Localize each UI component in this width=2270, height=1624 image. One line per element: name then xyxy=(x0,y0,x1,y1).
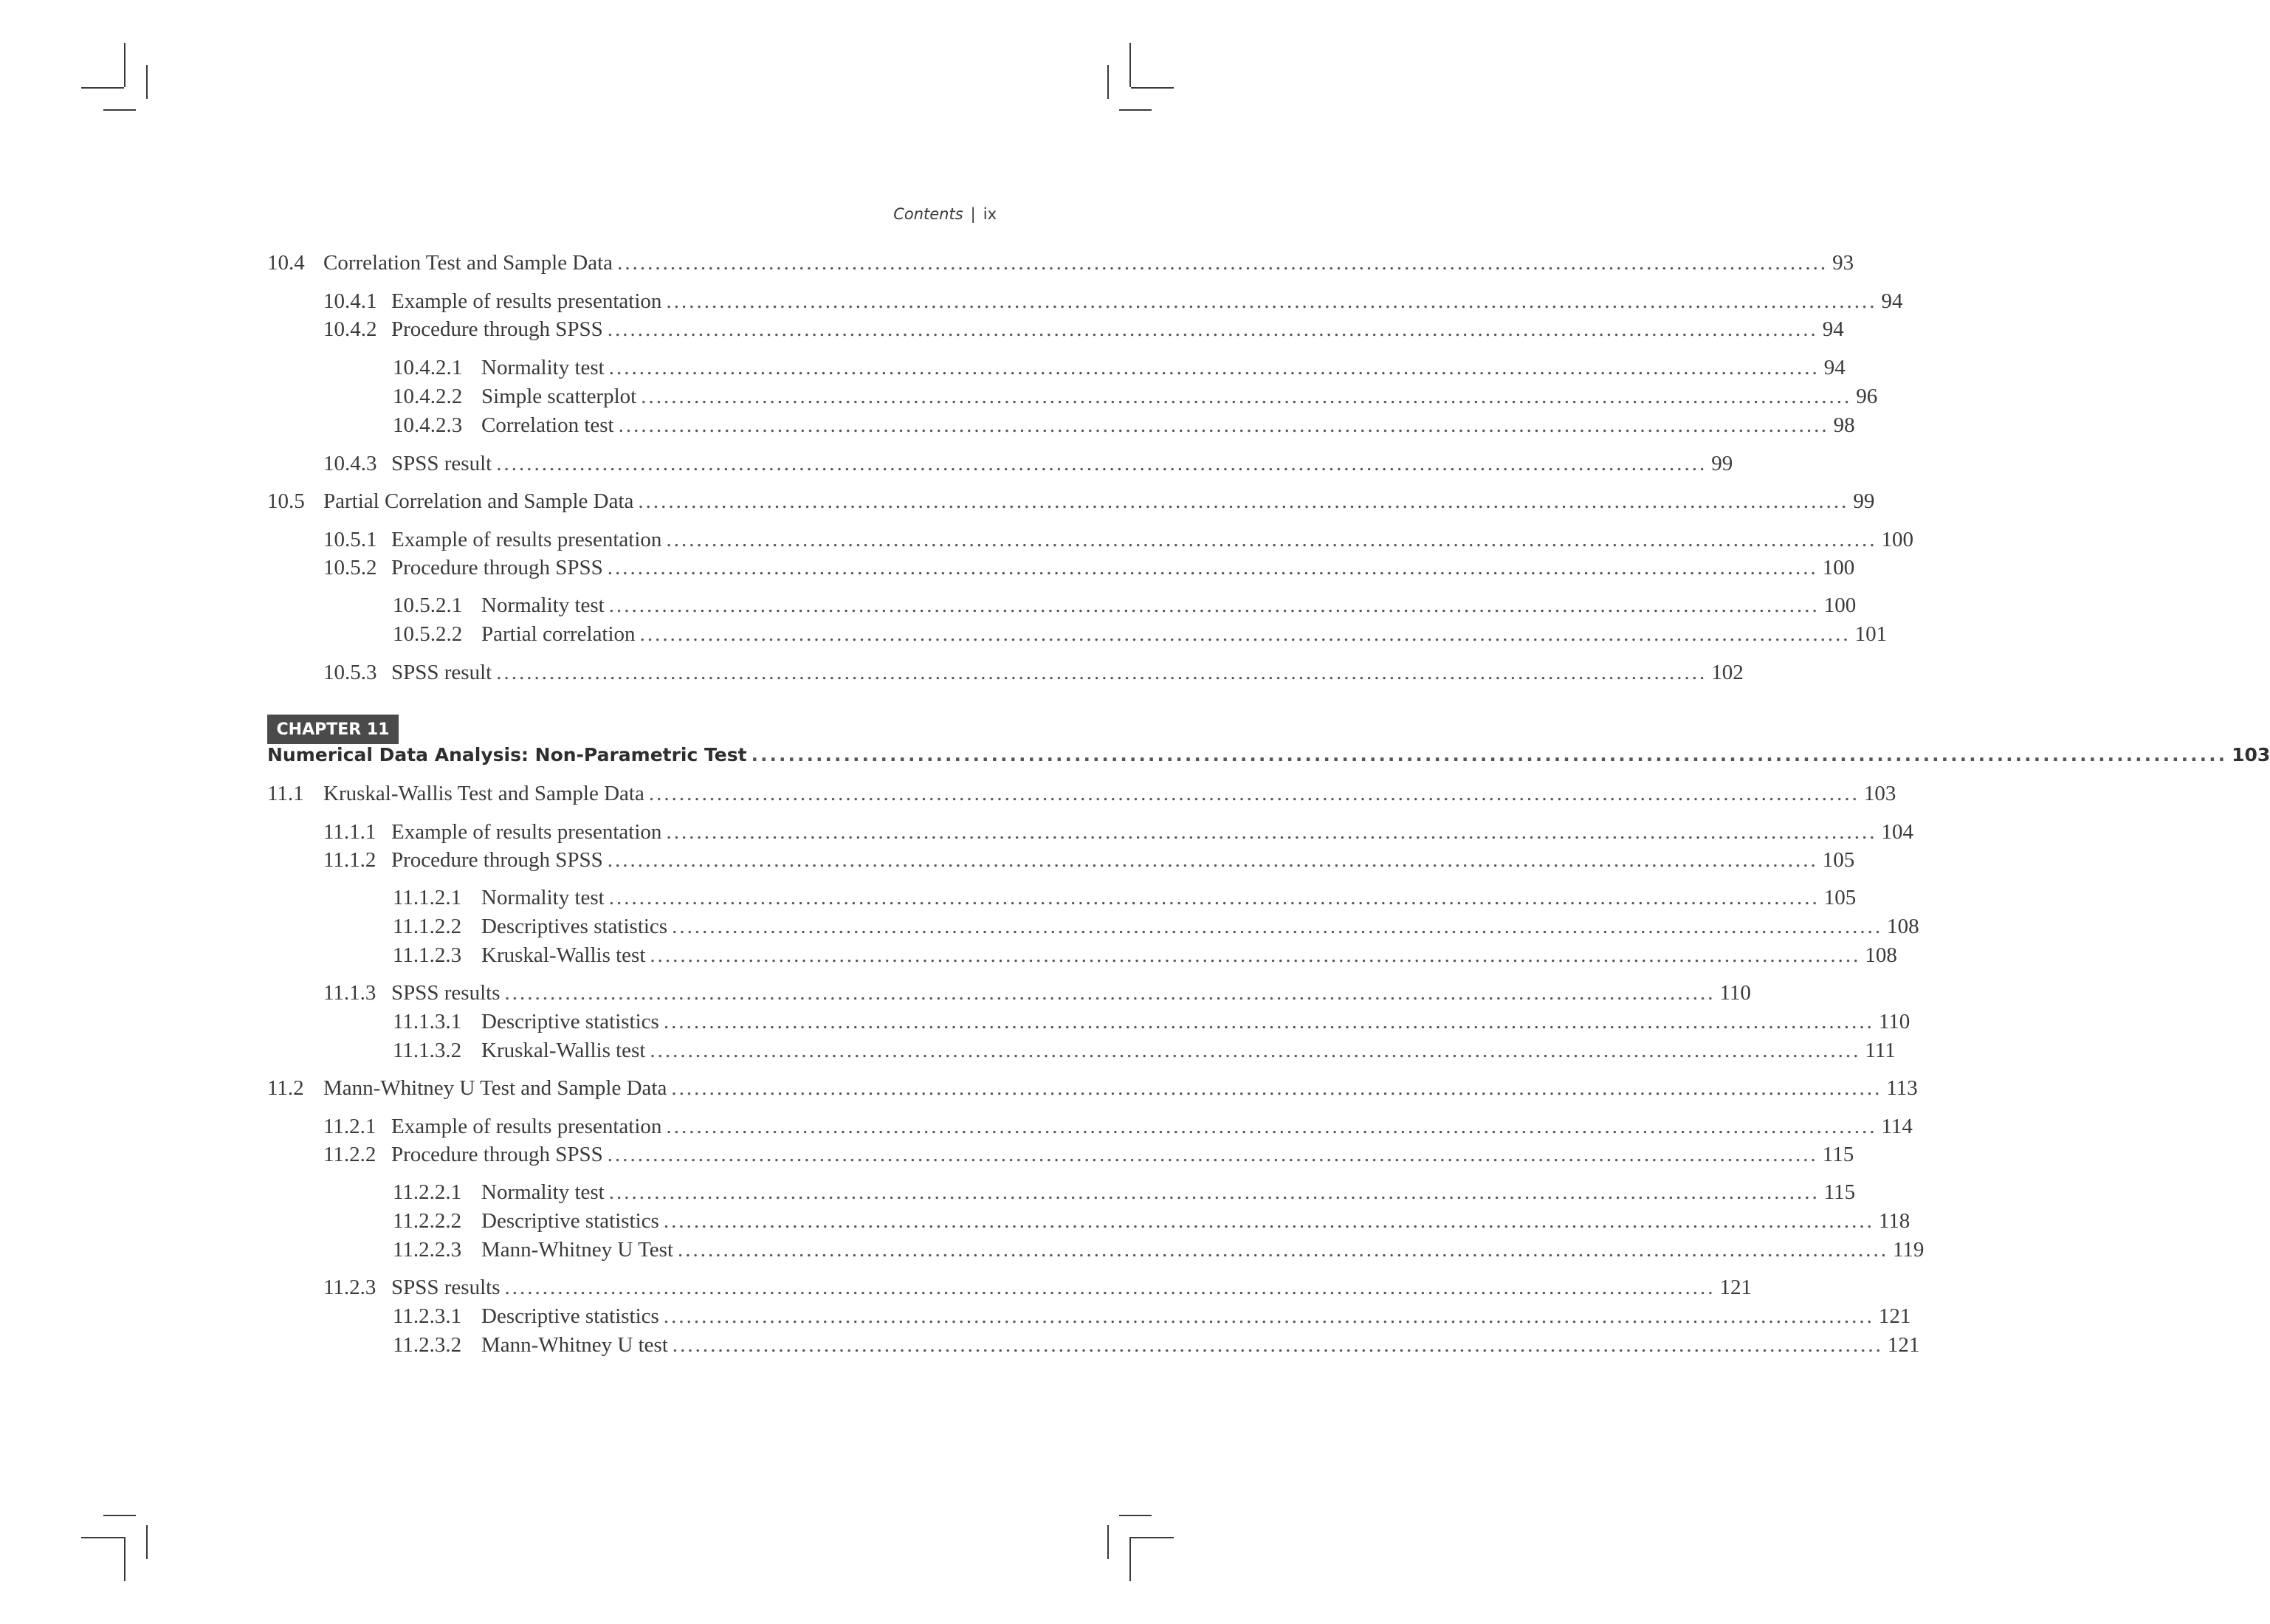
toc-entry-number: 11.1.2.3 xyxy=(393,943,462,967)
toc-entry-number: 10.5.1 xyxy=(323,528,377,551)
toc-entry-number: 11.1.2 xyxy=(323,848,376,872)
toc-entry-number: 10.4.1 xyxy=(323,289,377,313)
toc-chapter-entry[interactable] xyxy=(267,744,2270,775)
toc-entry-number: 10.4.2.2 xyxy=(393,385,463,408)
toc-entry[interactable] xyxy=(393,356,1846,385)
toc-entry[interactable] xyxy=(393,413,1855,443)
dot-leader: ................................................................................................................................................................ xyxy=(672,915,1883,938)
toc-entry-page: 100 xyxy=(1823,593,1857,617)
crop-mark xyxy=(103,109,136,111)
toc-entry[interactable] xyxy=(323,1276,1752,1305)
chapter-badge: CHAPTER 11 xyxy=(267,715,399,744)
toc-entry-page: 119 xyxy=(1893,1238,1925,1262)
dot-leader: ................................................................................................................................................................ xyxy=(663,1304,1874,1328)
dot-leader: ................................................................................................................................................................ xyxy=(618,413,1829,437)
toc-entry-title: Example of results presentation xyxy=(391,528,662,551)
toc-entry-number: 10.4.2 xyxy=(323,317,377,341)
crop-mark xyxy=(1119,1515,1152,1516)
toc-entry-page: 94 xyxy=(1881,289,1903,313)
toc-entry[interactable] xyxy=(393,1209,1910,1239)
running-head-label: Contents xyxy=(893,205,963,223)
toc-entry-page: 121 xyxy=(1878,1304,1911,1328)
toc-entry-page: 110 xyxy=(1719,981,1751,1005)
toc-entry-number: 11.2.3.2 xyxy=(393,1333,462,1357)
dot-leader: ................................................................................................................................................................ xyxy=(608,1180,1820,1204)
crop-mark xyxy=(1107,65,1109,99)
toc-entry-title: SPSS results xyxy=(391,981,501,1005)
dot-leader: ................................................................................................................................................................ xyxy=(496,661,1707,684)
toc-entry[interactable] xyxy=(393,886,1857,915)
toc-entry-page: 108 xyxy=(1865,943,1897,967)
crop-mark xyxy=(1129,1537,1131,1581)
toc-entry[interactable] xyxy=(323,1143,1854,1172)
toc-entry-number: 11.2.3 xyxy=(323,1276,376,1299)
toc-entry-title: Procedure through SPSS xyxy=(391,556,603,579)
crop-mark xyxy=(124,43,125,87)
toc-entry-number: 10.4.3 xyxy=(323,452,377,475)
toc-entry-title: Kruskal-Wallis test xyxy=(481,1039,646,1062)
toc-entry-page: 94 xyxy=(1823,356,1846,379)
toc-entry[interactable] xyxy=(323,848,1855,878)
dot-leader: ................................................................................................................................................................ xyxy=(663,1010,1874,1033)
toc-entry-title: SPSS result xyxy=(391,661,492,684)
toc-entry-page: 108 xyxy=(1887,915,1919,938)
toc-entry-page: 114 xyxy=(1881,1115,1913,1138)
toc-entry-page: 105 xyxy=(1822,848,1855,872)
toc-entry-number: 11.2.2.1 xyxy=(393,1180,462,1204)
toc-entry-number: 10.4.2.1 xyxy=(393,356,463,379)
toc-entry[interactable] xyxy=(393,622,1888,652)
toc-entry-title: Example of results presentation xyxy=(391,820,662,844)
dot-leader: ................................................................................................................................................................ xyxy=(607,848,1818,872)
dot-leader: ................................................................................................................................................................ xyxy=(607,556,1818,579)
toc-chapter-page: 103 xyxy=(2232,744,2270,765)
toc-entry-page: 102 xyxy=(1711,661,1744,684)
toc-entry-page: 93 xyxy=(1832,251,1854,275)
toc-entry[interactable] xyxy=(393,943,1897,973)
toc-entry-page: 110 xyxy=(1878,1010,1910,1033)
toc-entry[interactable] xyxy=(393,1238,1925,1267)
toc-entry-number: 10.5.2.2 xyxy=(393,622,463,646)
dot-leader: ................................................................................................................................................................ xyxy=(608,886,1820,909)
toc-entry-title: Mann-Whitney U test xyxy=(481,1333,668,1357)
toc-entry-page: 99 xyxy=(1711,452,1733,475)
toc-entry[interactable] xyxy=(323,556,1855,585)
toc-entry-page: 113 xyxy=(1886,1076,1918,1100)
toc-entry-title: SPSS result xyxy=(391,452,492,475)
toc-entry-title: Procedure through SPSS xyxy=(391,848,603,872)
toc-entry-number: 10.5.2 xyxy=(323,556,377,579)
crop-mark xyxy=(81,1537,124,1538)
toc-entry[interactable] xyxy=(323,289,1903,319)
dot-leader: ................................................................................................................................................................ xyxy=(648,782,1860,805)
dot-leader: ................................................................................................................................................................ xyxy=(666,1115,1877,1138)
toc-entry-number: 11.2.2 xyxy=(323,1143,376,1166)
toc-entry[interactable] xyxy=(393,385,1878,414)
toc-entry-number: 10.5 xyxy=(267,489,305,513)
toc-entry-title: Correlation Test and Sample Data xyxy=(323,251,613,275)
toc-entry-number: 11.2.2.3 xyxy=(393,1238,462,1262)
toc-entry-title: Procedure through SPSS xyxy=(391,317,603,341)
dot-leader: ................................................................................................................................................................ xyxy=(641,385,1852,408)
crop-mark xyxy=(1129,43,1131,87)
toc-entry-title: Normality test xyxy=(481,886,605,909)
dot-leader: ................................................................................................................................................................ xyxy=(666,528,1877,551)
dot-leader: ................................................................................................................................................................ xyxy=(638,489,1849,513)
toc-entry-title: Example of results presentation xyxy=(391,1115,662,1138)
toc-entry[interactable] xyxy=(267,251,1854,281)
toc-entry[interactable] xyxy=(323,452,1733,481)
dot-leader: ................................................................................................................................................................ xyxy=(672,1333,1883,1357)
crop-mark xyxy=(1107,1525,1109,1559)
toc-entry-title: Descriptive statistics xyxy=(481,1010,659,1033)
running-head xyxy=(893,205,997,223)
crop-mark xyxy=(124,1537,125,1581)
toc-entry-title: Example of results presentation xyxy=(391,289,662,313)
dot-leader: ................................................................................................................................................................ xyxy=(639,622,1851,646)
toc-entry-number: 11.2.1 xyxy=(323,1115,376,1138)
toc-entry-number: 10.4 xyxy=(267,251,305,275)
toc-entry-title: Correlation test xyxy=(481,413,614,437)
toc-entry-page: 121 xyxy=(1719,1276,1752,1299)
crop-mark xyxy=(146,65,148,99)
dot-leader: ................................................................................................................................................................ xyxy=(671,1076,1882,1100)
toc-entry-page: 104 xyxy=(1881,820,1913,844)
toc-entry-page: 96 xyxy=(1856,385,1878,408)
toc-entry[interactable] xyxy=(393,593,1857,623)
running-head-separator: | xyxy=(970,205,976,223)
dot-leader: ................................................................................................................................................................ xyxy=(663,1209,1874,1233)
toc-entry-number: 11.1.3.1 xyxy=(393,1010,462,1033)
toc-entry-title: Descriptive statistics xyxy=(481,1304,659,1328)
toc-entry-number: 11.1.1 xyxy=(323,820,376,844)
toc-entry-title: Mann-Whitney U Test and Sample Data xyxy=(323,1076,667,1100)
toc-entry-title: Normality test xyxy=(481,356,605,379)
toc-entry-title: Partial correlation xyxy=(481,622,636,646)
crop-mark xyxy=(103,1515,136,1516)
toc-entry[interactable] xyxy=(267,489,1875,519)
dot-leader: ................................................................................................................................................................ xyxy=(608,593,1820,617)
toc-entry-number: 10.5.2.1 xyxy=(393,593,463,617)
dot-leader: ................................................................................................................................................................ xyxy=(650,1039,1861,1062)
toc-entry-number: 11.1.2.2 xyxy=(393,915,462,938)
crop-mark xyxy=(1119,109,1152,111)
toc-entry-page: 105 xyxy=(1823,886,1857,909)
crop-mark xyxy=(81,87,124,89)
dot-leader: ................................................................................................................................................................ xyxy=(607,317,1818,341)
running-head-page-number: ix xyxy=(983,205,997,223)
toc-entry[interactable] xyxy=(323,1115,1913,1144)
toc-entry[interactable] xyxy=(323,528,1913,557)
toc-entry-title: Kruskal-Wallis test xyxy=(481,943,646,967)
toc-entry-title: Partial Correlation and Sample Data xyxy=(323,489,634,513)
toc-entry[interactable] xyxy=(323,820,1913,850)
dot-leader: ................................................................................................................................................................ xyxy=(617,251,1829,275)
crop-mark xyxy=(1131,87,1174,89)
toc-entry-number: 11.1 xyxy=(267,782,304,805)
toc-entry-title: Descriptive statistics xyxy=(481,1209,659,1233)
toc-entry[interactable] xyxy=(393,1039,1896,1068)
dot-leader: ................................................................................................................................................................ xyxy=(496,452,1707,475)
toc-entry-title: Normality test xyxy=(481,1180,605,1204)
toc-entry[interactable] xyxy=(393,1304,1911,1334)
dot-leader: ................................................................................................................................................................ xyxy=(666,820,1877,844)
toc-entry-title: Procedure through SPSS xyxy=(391,1143,603,1166)
dot-leader: ................................................................................................................................................................ xyxy=(650,943,1861,967)
dot-leader: ................................................................................................................................................................ xyxy=(608,356,1820,379)
toc-entry-page: 115 xyxy=(1823,1180,1856,1204)
toc-entry-number: 11.1.2.1 xyxy=(393,886,462,909)
toc-entry[interactable] xyxy=(393,1333,1920,1363)
dot-leader: ................................................................................................................................................................ xyxy=(504,1276,1716,1299)
toc-entry-number: 10.4.2.3 xyxy=(393,413,463,437)
crop-mark xyxy=(1131,1537,1174,1538)
toc-entry[interactable] xyxy=(323,661,1744,690)
toc-entry-number: 11.2 xyxy=(267,1076,304,1100)
dot-leader: ................................................................................................................................................................ xyxy=(666,289,1877,313)
toc-entry[interactable] xyxy=(393,1010,1910,1039)
toc-entry-number: 11.2.3.1 xyxy=(393,1304,462,1328)
toc-entry[interactable] xyxy=(393,1180,1856,1210)
toc-entry-title: SPSS results xyxy=(391,1276,501,1299)
toc-entry-title: Normality test xyxy=(481,593,605,617)
toc-entry-number: 10.5.3 xyxy=(323,661,377,684)
toc-entry[interactable] xyxy=(267,782,1896,811)
toc-entry-title: Kruskal-Wallis Test and Sample Data xyxy=(323,782,644,805)
toc-entry[interactable] xyxy=(323,317,1844,347)
toc-entry-number: 11.2.2.2 xyxy=(393,1209,462,1233)
dot-leader: ................................................................................................................................................................ xyxy=(678,1238,1888,1262)
toc-entry[interactable] xyxy=(323,981,1751,1011)
toc-entry-page: 101 xyxy=(1854,622,1888,646)
dot-leader: ................................................................................................................................................................ xyxy=(504,981,1716,1005)
dot-leader: ................................................................................................................................................................ xyxy=(751,744,2228,765)
toc-entry-page: 121 xyxy=(1887,1333,1920,1357)
dot-leader: ................................................................................................................................................................ xyxy=(607,1143,1818,1166)
toc-entry[interactable] xyxy=(267,1076,1918,1106)
crop-mark xyxy=(146,1525,148,1559)
toc-entry-page: 100 xyxy=(1822,556,1855,579)
toc-entry-title: Descriptives statistics xyxy=(481,915,668,938)
toc-entry-page: 111 xyxy=(1865,1039,1896,1062)
toc-entry[interactable] xyxy=(393,915,1919,944)
toc-entry-page: 103 xyxy=(1863,782,1896,805)
toc-entry-page: 100 xyxy=(1881,528,1913,551)
toc-entry-page: 94 xyxy=(1822,317,1844,341)
toc-entry-number: 11.1.3.2 xyxy=(393,1039,462,1062)
toc-entry-page: 115 xyxy=(1822,1143,1854,1166)
toc-chapter-title: Numerical Data Analysis: Non-Parametric Test xyxy=(267,744,747,765)
toc-entry-page: 118 xyxy=(1878,1209,1910,1233)
toc-entry-number: 11.1.3 xyxy=(323,981,376,1005)
toc-entry-page: 98 xyxy=(1833,413,1855,437)
toc-entry-title: Mann-Whitney U Test xyxy=(481,1238,673,1262)
toc-entry-title: Simple scatterplot xyxy=(481,385,637,408)
toc-entry-page: 99 xyxy=(1853,489,1875,513)
